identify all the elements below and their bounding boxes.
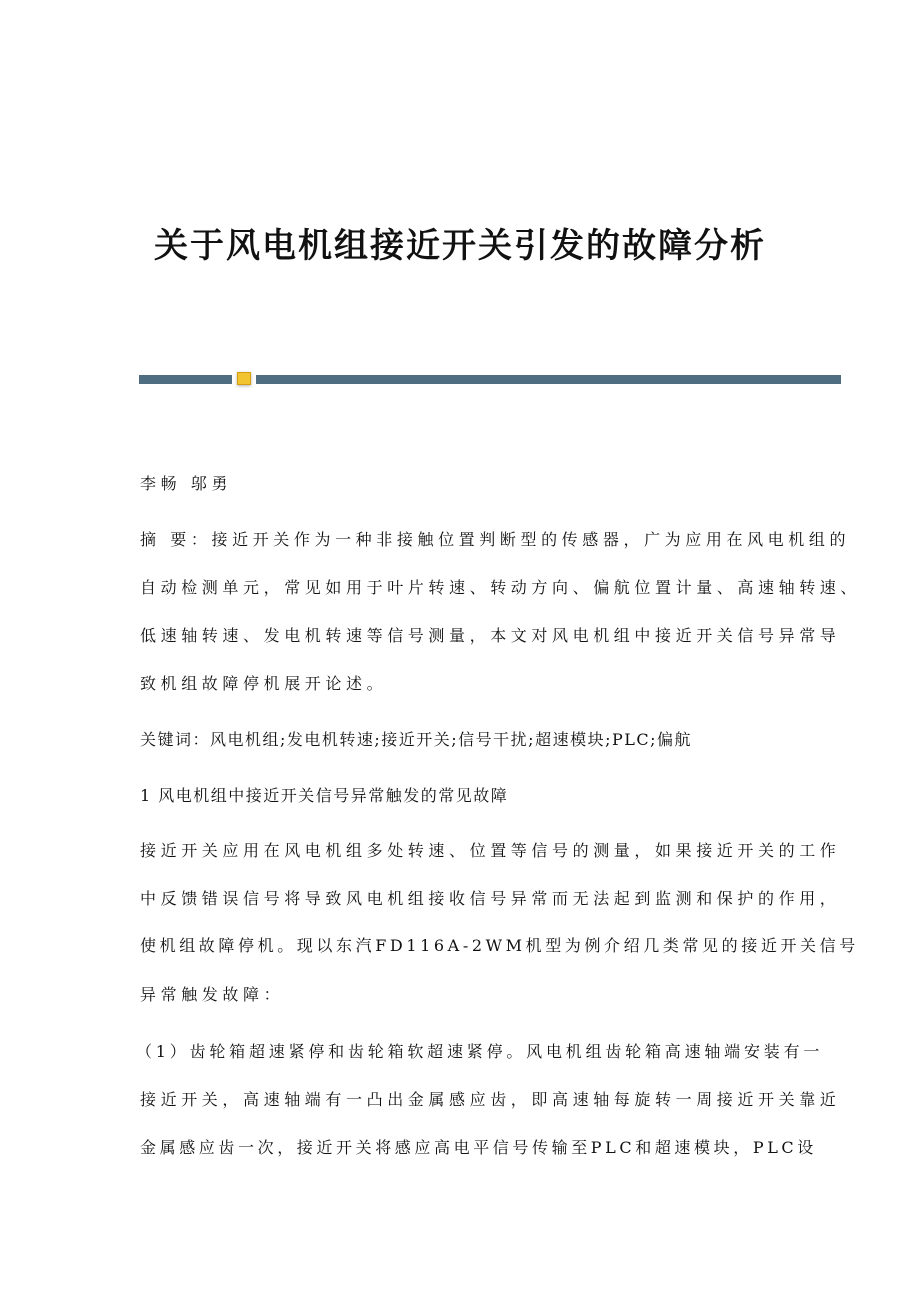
document-title: 关于风电机组接近开关引发的故障分析 [154, 226, 766, 266]
divider-right [256, 375, 841, 384]
paragraph-line: 接近开关，高速轴端有一凸出金属感应齿，即高速轴每旋转一周接近开关靠近 [140, 1090, 841, 1109]
paragraph-line: 使机组故障停机。现以东汽FD116A-2WM机型为例介绍几类常见的接近开关信号 [140, 936, 859, 955]
paragraph-line: 接近开关应用在风电机组多处转速、位置等信号的测量，如果接近开关的工作 [140, 841, 841, 860]
abstract-line: 低速轴转速、发电机转速等信号测量，本文对风电机组中接近开关信号异常导 [140, 626, 841, 645]
paragraph-line: （1）齿轮箱超速紧停和齿轮箱软超速紧停。风电机组齿轮箱高速轴端安装有一 [136, 1042, 824, 1061]
paragraph-line: 中反馈错误信号将导致风电机组接收信号异常而无法起到监测和保护的作用， [140, 889, 841, 908]
abstract-line: 自动检测单元，常见如用于叶片转速、转动方向、偏航位置计量、高速轴转速、 [140, 578, 862, 597]
abstract-line: 致机组故障停机展开论述。 [140, 674, 388, 693]
keywords: 关键词：风电机组;发电机转速;接近开关;信号干扰;超速模块;PLC;偏航 [140, 730, 692, 749]
authors: 李畅 邬勇 [140, 474, 233, 493]
paragraph-line: 异常触发故障： [140, 985, 285, 1004]
section-heading: 1 风电机组中接近开关信号异常触发的常见故障 [140, 786, 509, 805]
abstract-line: 摘 要：接近开关作为一种非接触位置判断型的传感器，广为应用在风电机组的 [140, 530, 851, 549]
divider-left [139, 375, 232, 384]
ornament-icon [237, 372, 251, 385]
paragraph-line: 金属感应齿一次，接近开关将感应高电平信号传输至PLC和超速模块，PLC设 [140, 1138, 817, 1157]
